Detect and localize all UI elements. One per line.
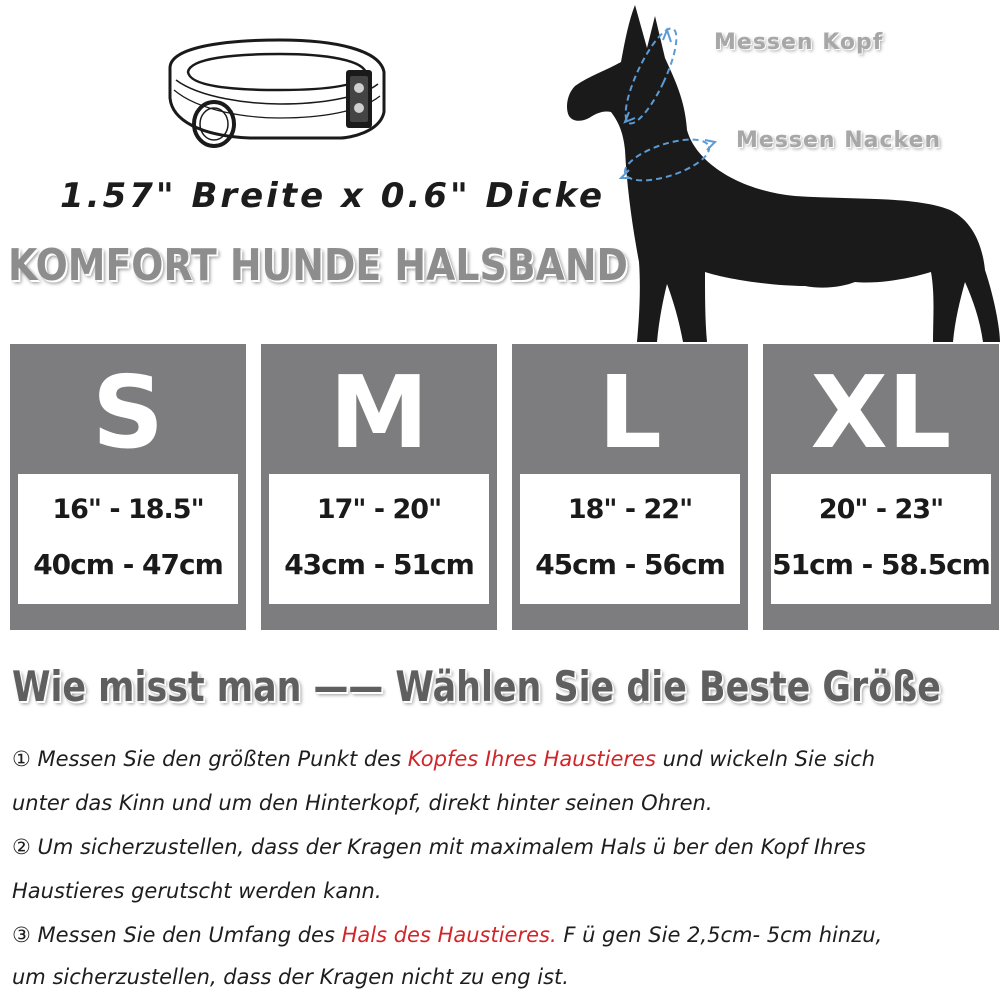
collar-illustration	[160, 28, 400, 158]
step-3-prefix: ③ Messen Sie den Umfang des	[12, 923, 342, 947]
size-range-inches: 16" - 18.5"	[52, 494, 204, 525]
size-card-l	[512, 344, 748, 630]
size-card-s	[10, 344, 246, 630]
step-1-suffix: und wickeln Sie sich	[655, 747, 876, 771]
size-card-m	[261, 344, 497, 630]
step-2-line-1: ② Um sicherzustellen, dass der Kragen mit maximalem Hals ü ber den Kopf Ihres	[12, 835, 866, 859]
size-range-inches: 18" - 22"	[567, 494, 693, 525]
collar-dimensions: 1.57" Breite x 0.6" Dicke	[60, 176, 606, 216]
size-letter: M	[329, 354, 429, 471]
size-range-box	[18, 474, 238, 604]
measure-head-label: Messen Kopf	[714, 30, 884, 55]
step-3-suffix: F ü gen Sie 2,5cm- 5cm hinzu,	[556, 923, 883, 947]
size-range-cm: 43cm - 51cm	[284, 548, 474, 581]
size-range-cm: 45cm - 56cm	[535, 548, 725, 581]
size-letter: L	[598, 354, 662, 471]
product-headline: KOMFORT HUNDE HALSBAND	[8, 240, 628, 291]
size-range-cm: 51cm - 58.5cm	[772, 548, 990, 581]
step-1-line-2: unter das Kinn und um den Hinterkopf, direkt hinter seinen Ohren.	[12, 791, 713, 815]
size-range-box	[771, 474, 991, 604]
step-2-line-2: Haustieres gerutscht werden kann.	[12, 879, 382, 903]
step-1-line-1	[12, 746, 992, 772]
size-letter: S	[91, 354, 165, 471]
measure-neck-label: Messen Nacken	[736, 128, 942, 153]
step-3-line-1	[12, 922, 992, 948]
size-card-xl	[763, 344, 999, 630]
step-3-highlight: Hals des Haustieres.	[341, 923, 557, 947]
size-range-box	[520, 474, 740, 604]
size-range-inches: 20" - 23"	[818, 494, 944, 525]
size-letter: XL	[810, 354, 952, 471]
size-range-inches: 17" - 20"	[316, 494, 442, 525]
step-1-highlight: Kopfes Ihres Haustieres	[407, 747, 656, 771]
size-range-box	[269, 474, 489, 604]
step-1-prefix: ① Messen Sie den größten Punkt des	[12, 747, 408, 771]
how-to-title: Wie misst man —— Wählen Sie die Beste Größe	[12, 662, 941, 711]
size-range-cm: 40cm - 47cm	[33, 548, 223, 581]
step-3-line-2: um sicherzustellen, dass der Kragen nicht zu eng ist.	[12, 965, 569, 989]
